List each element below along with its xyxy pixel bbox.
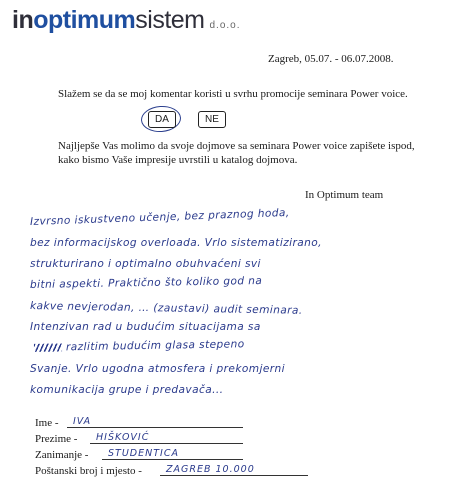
comment-line-4: bitni aspekti. Praktično što koliko god na <box>29 274 263 291</box>
crossed-out-scribble <box>34 343 62 351</box>
request-paragraph <box>58 139 415 167</box>
comment-line-2: bez informacijskog overloada. Vrlo sistematizirano, <box>30 237 322 249</box>
team-signature: In Optimum team <box>305 189 384 201</box>
consent-statement: Slažem se da se moj komentar koristi u svrhu promocije seminara Power voice. <box>58 88 408 100</box>
comment-line-6: Intenzivan rad u budućim situacijama sa <box>30 321 261 333</box>
no-option-box[interactable]: NE <box>198 111 226 128</box>
comment-line-1: Izvrsno iskustveno učenje, bez praznog hoda, <box>29 206 290 228</box>
request-line-2: kako bismo Vaše impresije uvrstili u katalog dojmova. <box>58 154 298 166</box>
comment-line-3: strukturirano i optimalno obuhvaćeni svi <box>30 258 261 270</box>
logo-part-sistem: sistem <box>135 6 205 34</box>
logo-part-in: in <box>12 6 34 34</box>
comment-line-7-text: razlitim budućim glasa stepeno <box>65 338 245 354</box>
name-field[interactable]: IVA <box>67 416 243 428</box>
request-line-1: Najljepše Vas molimo da svoje dojmove sa seminara Power voice zapišete ispod, <box>58 140 415 152</box>
logo-suffix: d.o.o. <box>209 20 241 31</box>
comment-line-9: komunikacija grupe i predavača... <box>30 384 224 396</box>
name-label: Ime - <box>35 417 59 429</box>
occupation-label: Zanimanje - <box>35 449 89 461</box>
comment-line-8: Svanje. Vrlo ugodna atmosfera i prekomjerni <box>30 363 285 375</box>
surname-field[interactable]: HIŠKOVIĆ <box>90 432 243 444</box>
yes-option-box[interactable]: DA <box>148 111 176 128</box>
postal-label: Poštanski broj i mjesto - <box>35 465 142 477</box>
document-date: Zagreb, 05.07. - 06.07.2008. <box>268 53 394 65</box>
comment-line-5: kakve nevjerodan, … (zaustavi) audit seminara. <box>29 300 303 317</box>
postal-field[interactable]: ZAGREB 10.000 <box>160 464 308 476</box>
logo-part-optimum: optimum <box>33 6 136 34</box>
surname-label: Prezime - <box>35 433 78 445</box>
handwritten-comment <box>29 206 440 401</box>
occupation-field[interactable]: STUDENTICA <box>102 448 243 460</box>
company-logo <box>12 6 241 35</box>
